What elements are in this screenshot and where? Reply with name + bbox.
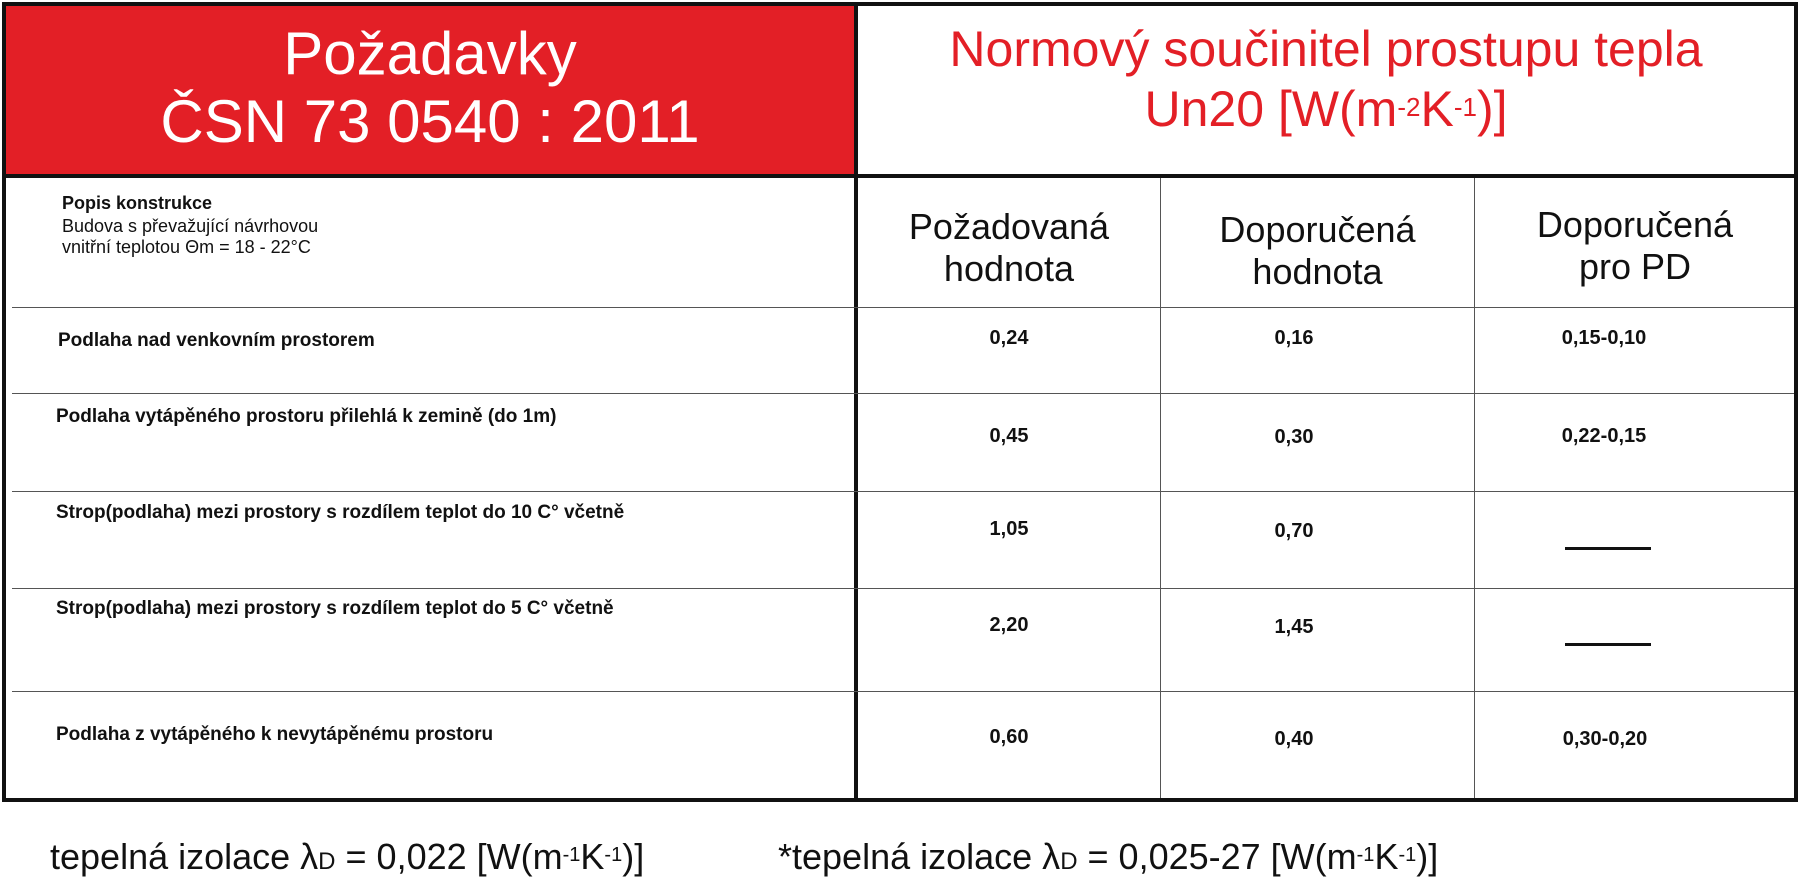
- cell-required: 0,45: [989, 425, 1029, 447]
- column-header-line: Doporučená: [1536, 204, 1734, 245]
- no-value-dash: [1565, 547, 1651, 550]
- footer-value: = 0,025-27 [W(m: [1077, 836, 1357, 877]
- row-divider: [12, 588, 1794, 589]
- description-line-2: vnitřní teplotou Θm = 18 - 22°C: [62, 237, 311, 257]
- header-standard: ČSN 73 0540 : 2011: [160, 88, 700, 155]
- column-header-line: Požadovaná: [908, 206, 1110, 247]
- footer-exp: -1: [562, 844, 581, 866]
- footer-exp: -1: [1398, 844, 1417, 866]
- cell-recommended-pd: 0,30-0,20: [1562, 728, 1648, 750]
- header-divider: [6, 174, 1794, 178]
- row-label: Podlaha z vytápěného k nevytápěnému prostoru: [56, 724, 494, 745]
- column-header-recommended-pd: [1475, 204, 1795, 288]
- footer-exp: -1: [604, 844, 623, 866]
- footer-subscript: D: [318, 848, 336, 875]
- cell-recommended: 0,30: [1274, 426, 1314, 448]
- column-header-required: [858, 206, 1160, 290]
- unit-mid: K: [1420, 81, 1454, 137]
- row-label: Podlaha nad venkovním prostorem: [58, 330, 375, 351]
- row-divider: [12, 491, 1794, 492]
- row-divider: [12, 307, 1794, 308]
- requirements-table: [2, 2, 1798, 802]
- header-title: Požadavky: [283, 20, 577, 87]
- header-coefficient: [858, 6, 1794, 174]
- header-coefficient-title: Normový součinitel prostupu tepla: [949, 21, 1703, 77]
- header-coefficient-unit: [858, 80, 1794, 138]
- footer-text: K: [1374, 836, 1399, 877]
- cell-recommended-pd: 0,22-0,15: [1561, 425, 1647, 447]
- unit-exp-1: -2: [1397, 92, 1421, 122]
- cell-required: 1,05: [989, 518, 1029, 540]
- unit-suffix: )]: [1476, 81, 1508, 137]
- footer-insulation-note-alt: [778, 835, 1438, 884]
- footer-text: )]: [622, 836, 645, 877]
- cell-required: 0,24: [989, 327, 1029, 349]
- footer-text: )]: [1416, 836, 1439, 877]
- description-title: Popis konstrukce: [62, 193, 213, 213]
- column-header-line: hodnota: [943, 248, 1075, 289]
- main-column-divider: [854, 6, 858, 798]
- column-header-line: hodnota: [1252, 251, 1383, 292]
- cell-recommended: 0,40: [1274, 728, 1314, 750]
- footer-text: *tepelná izolace λ: [778, 836, 1061, 877]
- row-divider: [12, 393, 1794, 394]
- cell-recommended-pd: 0,15-0,10: [1561, 327, 1647, 349]
- description-line-1: Budova s převažující návrhovou: [62, 216, 319, 236]
- footer-value: = 0,022 [W(m: [335, 836, 563, 877]
- cell-recommended: 1,45: [1274, 616, 1314, 638]
- header-requirements: [6, 6, 854, 174]
- unit-exp-2: -1: [1453, 92, 1477, 122]
- footer-text: tepelná izolace λ: [50, 836, 319, 877]
- description-text: [62, 216, 462, 258]
- unit-prefix: Un20 [W(m: [1144, 81, 1398, 137]
- row-label: Strop(podlaha) mezi prostory s rozdílem teplot do 5 C° včetně: [56, 598, 614, 619]
- no-value-dash: [1565, 643, 1651, 646]
- footer-insulation-note: [50, 835, 644, 884]
- cell-required: 0,60: [989, 726, 1029, 748]
- cell-recommended: 0,70: [1274, 520, 1314, 542]
- column-header-recommended: [1161, 209, 1474, 293]
- footer-text: K: [580, 836, 605, 877]
- cell-recommended: 0,16: [1274, 327, 1314, 349]
- footer-exp: -1: [1356, 844, 1375, 866]
- column-header-line: Doporučená: [1219, 209, 1416, 250]
- cell-required: 2,20: [989, 614, 1029, 636]
- row-divider: [12, 691, 1794, 692]
- row-label: Strop(podlaha) mezi prostory s rozdílem teplot do 10 C° včetně: [56, 502, 625, 523]
- column-header-line: pro PD: [1578, 246, 1692, 287]
- row-label: Podlaha vytápěného prostoru přilehlá k zemině (do 1m): [56, 406, 557, 427]
- footer-subscript: D: [1060, 848, 1078, 875]
